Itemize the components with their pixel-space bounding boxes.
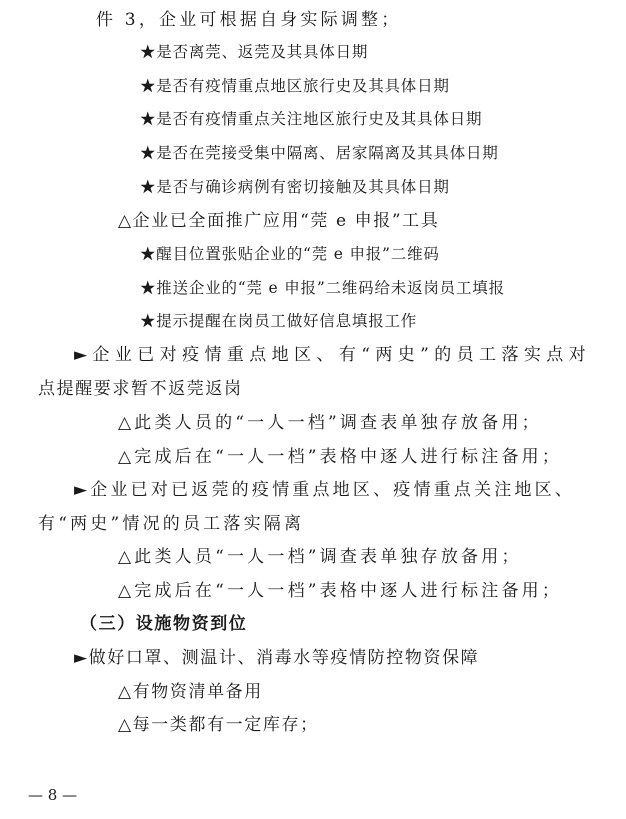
text-line-16: 有“两史”情况的员工落实隔离 [38, 514, 305, 534]
text-line-1: 件 3，企业可根据自身实际调整； [96, 10, 402, 30]
text-line-10: ★提示提醒在岗员工做好信息填报工作 [140, 312, 418, 330]
text-line-20: ►做好口罩、测温计、消毒水等疫情防控物资保障 [74, 648, 480, 668]
text-line-21: △有物资清单备用 [118, 682, 263, 702]
text-line-13: △此类人员的“一人一档”调查表单独存放备用； [118, 413, 542, 433]
page-number: — 8 — [28, 786, 78, 804]
text-line-9: ★推送企业的“莞 e 申报”二维码给未返岗员工填报 [140, 279, 505, 297]
text-line-2: ★是否离莞、返莞及其具体日期 [140, 43, 369, 61]
text-line-14: △完成后在“一人一档”表格中逐人进行标注备用； [118, 447, 563, 467]
text-line-15: ►企业已对已返莞的疫情重点地区、疫情重点关注地区、 [74, 480, 576, 500]
text-line-12: 点提醒要求暂不返莞返岗 [38, 379, 243, 399]
text-line-11: ►企业已对疫情重点地区、有“两史”的员工落实点对 [74, 345, 592, 365]
text-line-17: △此类人员“一人一档”调查表单独存放备用； [118, 547, 522, 567]
text-line-6: ★是否与确诊病例有密切接触及其具体日期 [140, 178, 450, 196]
text-line-22: △每一类都有一定库存； [118, 715, 319, 735]
text-line-7: △企业已全面推广应用“莞 e 申报”工具 [118, 211, 440, 231]
text-line-4: ★是否有疫情重点关注地区旅行史及其具体日期 [140, 110, 483, 128]
text-line-3: ★是否有疫情重点地区旅行史及其具体日期 [140, 77, 450, 95]
text-line-8: ★醒目位置张贴企业的“莞 e 申报”二维码 [140, 245, 440, 263]
text-line-18: △完成后在“一人一档”表格中逐人进行标注备用； [118, 581, 563, 601]
section-heading: （三）设施物资到位 [80, 614, 248, 634]
text-line-5: ★是否在莞接受集中隔离、居家隔离及其具体日期 [140, 144, 499, 162]
